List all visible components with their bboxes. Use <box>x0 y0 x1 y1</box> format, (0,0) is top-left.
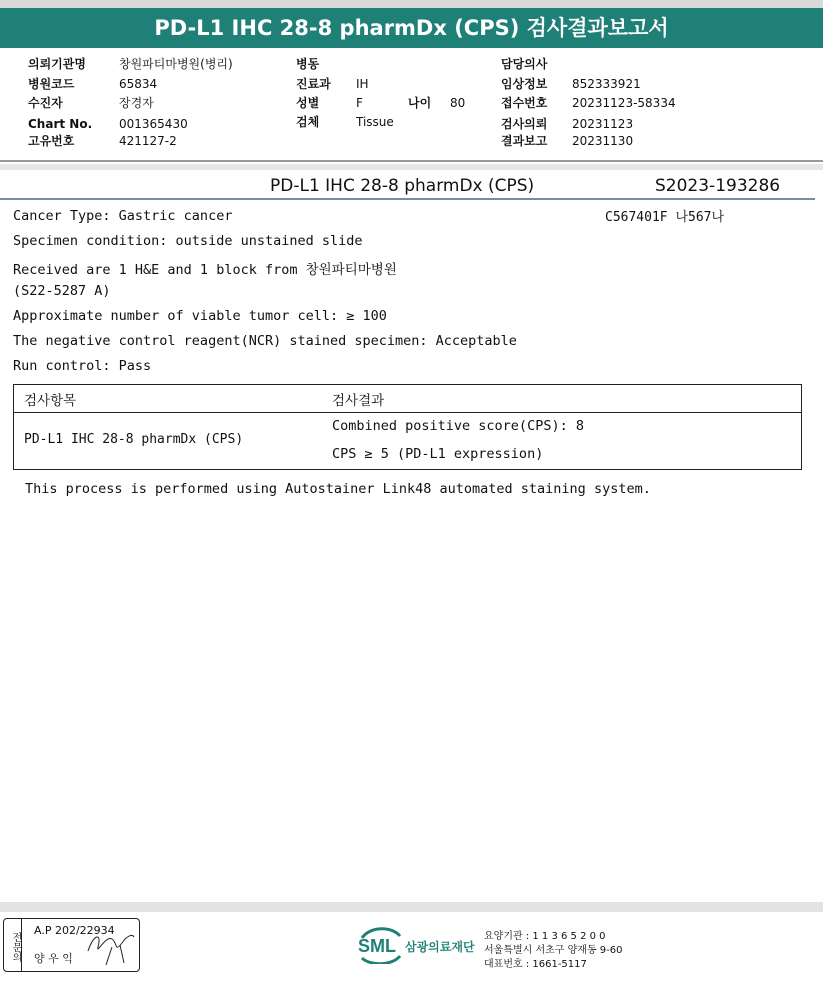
label-patient: 수진자 <box>28 96 63 110</box>
result-table <box>13 384 802 470</box>
process-note: This process is performed using Autostainer Link48 automated staining system. <box>25 481 651 497</box>
org-phone: 대표번호 : 1661-5117 <box>484 959 587 970</box>
ncr-line: The negative control reagent(NCR) stained specimen: Acceptable <box>13 333 517 349</box>
sml-logo-icon <box>356 926 404 964</box>
sml-logo-text: SML <box>358 936 396 956</box>
specimen-code: C567401F 나567나 <box>605 210 725 225</box>
signature-icon <box>84 925 138 967</box>
received-line: Received are 1 H&E and 1 block from 창원파티마병원 <box>13 262 397 278</box>
header-test-item: 검사항목 <box>24 393 77 409</box>
stamp-pathologist-name: 양 우 익 <box>34 952 73 965</box>
tumor-cell-line: Approximate number of viable tumor cell: ≥ 100 <box>13 308 387 324</box>
value-specimen: Tissue <box>356 115 394 129</box>
label-ward: 병동 <box>296 57 320 71</box>
value-institution: 창원파티마병원(병리) <box>119 57 233 71</box>
cancer-type-line: Cancer Type: Gastric cancer <box>13 208 233 224</box>
org-address: 서울특별시 서초구 양재동 9-60 <box>484 945 623 956</box>
run-control-line: Run control: Pass <box>13 358 152 374</box>
report-title-underline <box>0 198 815 200</box>
test-item: PD-L1 IHC 28-8 pharmDx (CPS) <box>24 432 244 447</box>
label-institution: 의뢰기관명 <box>28 57 86 71</box>
label-chart-no: Chart No. <box>28 117 93 131</box>
stamp-ap-number: A.P 202/22934 <box>34 924 115 937</box>
test-name-heading: PD-L1 IHC 28-8 pharmDx (CPS) <box>270 176 535 196</box>
value-chart-no: 001365430 <box>119 117 188 131</box>
label-doctor: 담당의사 <box>501 57 548 71</box>
header-test-result: 검사결과 <box>332 393 385 409</box>
stamp-vertical-label: 전문의 <box>4 919 22 971</box>
value-patient: 장경자 <box>119 96 154 110</box>
value-sex: F <box>356 96 363 110</box>
value-receipt-no: 20231123-58334 <box>572 96 676 110</box>
value-department: IH <box>356 77 369 91</box>
sml-logo <box>356 926 404 968</box>
specimen-condition-line: Specimen condition: outside unstained slide <box>13 233 363 249</box>
footer-band <box>0 902 823 912</box>
pathologist-stamp <box>3 918 140 972</box>
label-age: 나이 <box>408 96 432 110</box>
label-hospital-code: 병원코드 <box>28 77 75 91</box>
label-report-date: 결과보고 <box>501 134 548 148</box>
value-request-date: 20231123 <box>572 117 634 131</box>
value-report-date: 20231130 <box>572 134 634 148</box>
result-table-header <box>14 385 801 413</box>
label-specimen: 검체 <box>296 115 320 129</box>
specimen-number: S2023-193286 <box>655 176 781 196</box>
org-institution-code: 요양기관 : 1 1 3 6 5 2 0 0 <box>484 931 606 942</box>
org-name: 삼광의료재단 <box>405 940 475 954</box>
top-band <box>0 0 823 8</box>
block-id-line: (S22-5287 A) <box>13 283 111 299</box>
label-sex: 성별 <box>296 96 320 110</box>
result-cps-interpretation: CPS ≥ 5 (PD-L1 expression) <box>332 446 544 462</box>
label-request-date: 검사의뢰 <box>501 117 548 131</box>
header-divider-band <box>0 164 823 170</box>
report-title: PD-L1 IHC 28-8 pharmDx (CPS) 검사결과보고서 <box>0 8 823 48</box>
value-clinical-info: 852333921 <box>572 77 641 91</box>
result-cps-score: Combined positive score(CPS): 8 <box>332 418 584 434</box>
value-unique-no: 421127-2 <box>119 134 177 148</box>
value-hospital-code: 65834 <box>119 77 158 91</box>
label-department: 진료과 <box>296 77 331 91</box>
label-clinical-info: 임상정보 <box>501 77 548 91</box>
header-divider <box>0 160 823 162</box>
label-receipt-no: 접수번호 <box>501 96 548 110</box>
label-unique-no: 고유번호 <box>28 134 75 148</box>
value-age: 80 <box>450 96 466 110</box>
